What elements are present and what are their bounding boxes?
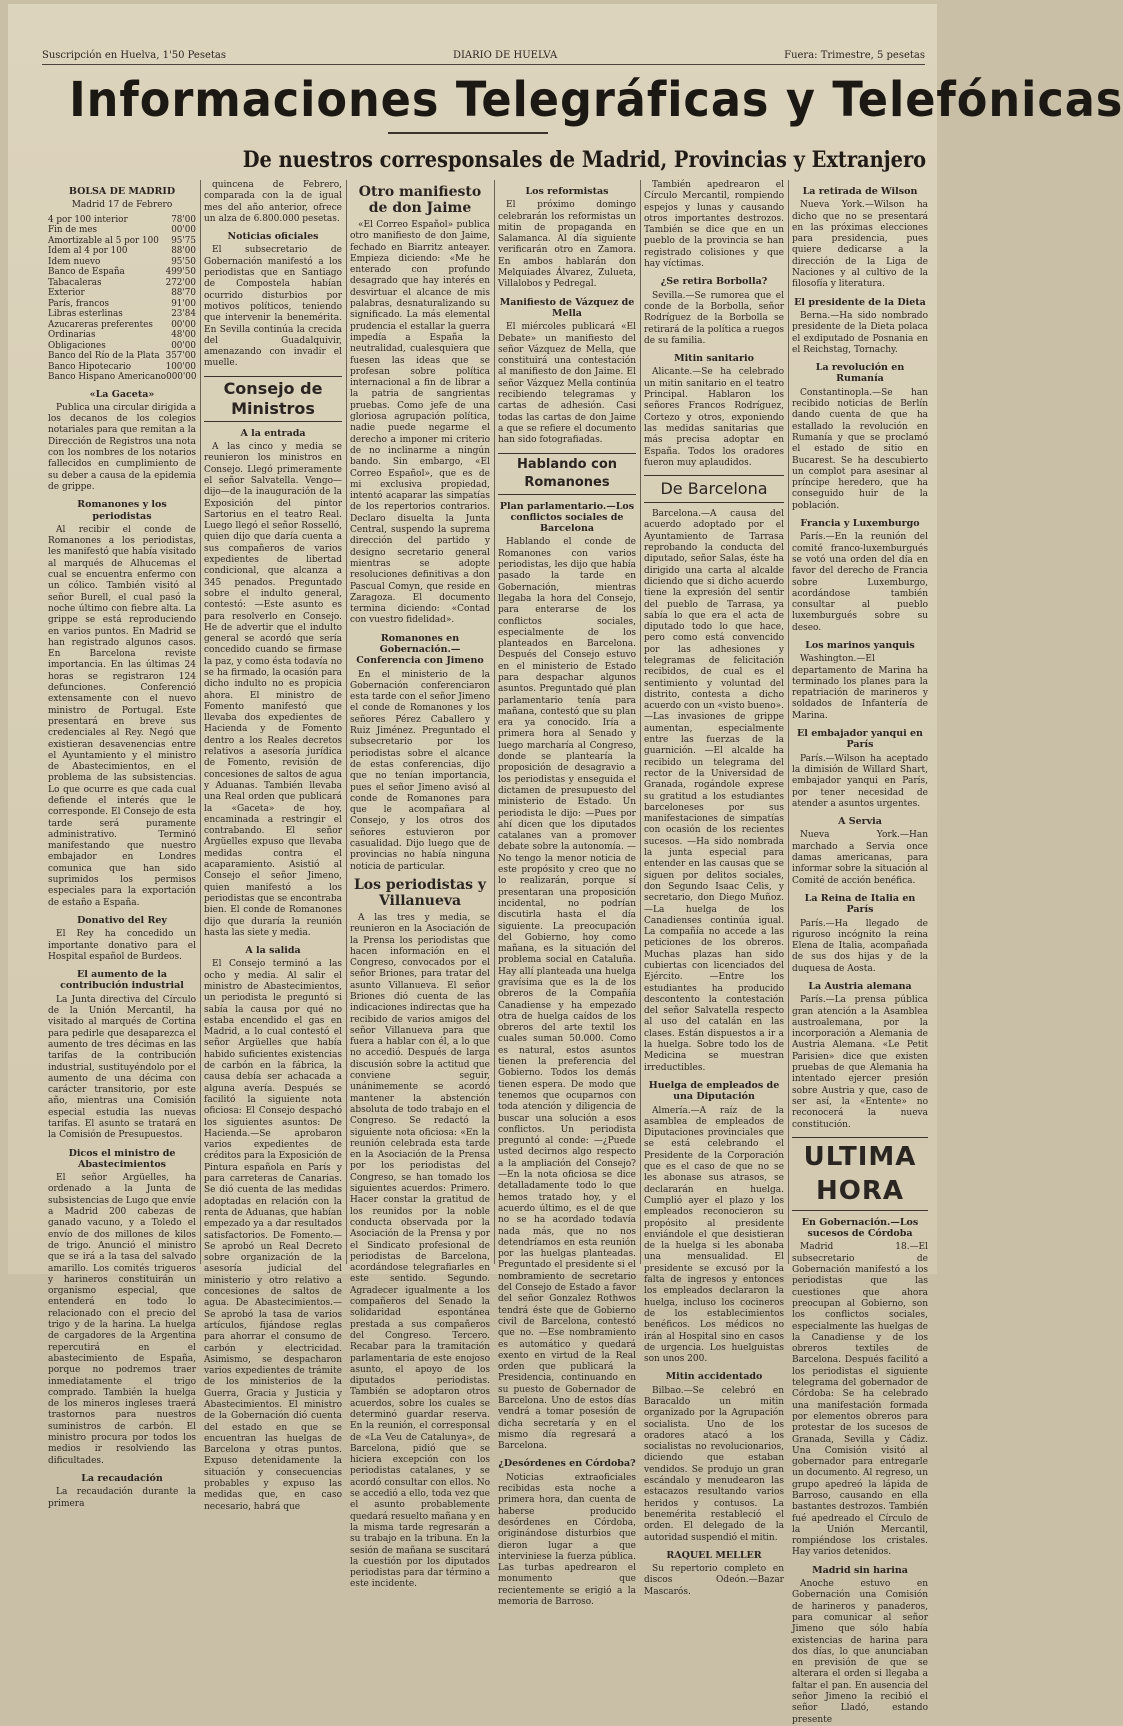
- column-6: [792, 180, 928, 1725]
- entrada-title: A la entrada: [240, 427, 306, 439]
- mitin-text: Alicante.—Se ha celebrado un mitin sanitario en el teatro Principal. Hablaron los señores Francos Rodríguez, Cortezo y otros, exponiendo las medidas sanitarias que más precisa adoptar en España. Todos los oradores fueron muy aplaudidos.: [644, 367, 784, 468]
- reina-title: La Reina de Italia en París: [804, 892, 916, 916]
- col2-cont-text: quincena de Febrero, comparada con la de igual mes del año anterior, ofrece un alza de 6.800.000 pesetas.: [204, 180, 342, 224]
- accidentado-text: Bilbao.—Se celebró en Baracaldo un mitin organizado por la Agrupación socialista. Uno de los oradores atacó a los socialistas no revolucionarios, diciendo que estaban vendidos. Se produjo un gran escándalo y menudearon las estacazos resultando varios heridos y contusos. La benemérita restableció el orden. El delegado de la autoridad suspendió el mitin.: [644, 1385, 784, 1543]
- borbolla-text: Sevilla.—Se rumorea que el conde de la Borbolla, señor Rodríguez de la Borbolla se retirará de la política a ruegos de su familia.: [644, 290, 784, 346]
- column-rule: [788, 180, 789, 1264]
- quote-row: Fin de mes 00'00: [48, 225, 196, 236]
- hablando-title: Hablando con Romanones: [498, 453, 636, 495]
- plan-title: Plan parlamentario.—Los conflictos sociales de Barcelona: [499, 500, 635, 535]
- subscription-text: Suscripción en Huelva, 1'50 Pesetas: [42, 49, 226, 61]
- embajador-title: El embajador yanqui en París: [797, 728, 923, 751]
- bolsa-date: Madrid 17 de Febrero: [71, 200, 173, 211]
- conferencia-title: Romanones en Gobernación.—Conferencia con Jimeno: [356, 632, 484, 667]
- huelga-title: Huelga de empleados de una Diputación: [648, 1079, 780, 1103]
- quote-row: Libras esterlinas 23'84: [48, 309, 196, 320]
- periodistas-text: A las tres y media, se reunieron en la Asociación de la Prensa los periodistas que hacen información en el Congreso, convocados por el señor Briones, para tratar del asunto Villanueva. El señor Briones dió cuenta de las indicaciones indirectas que ha recibido de varios amigos del señor Villanueva para que fuera a hablar con él, a lo que no accedió. Después de larga discusión sobre la actitud que conviene seguir, unánimemente se acordó mantener la abstención absoluta de todo trabajo en el Congreso. Se redactó la siguiente nota oficiosa: «En la reunión celebrada esta tarde en la Asociación de la Prensa por los periodistas del Congreso, se han tomado los siguientes acuerdos: Primero. Hacer constar la gratitud de los reunidos por la noble conducta observada por la Asociación de la Prensa y por el Sindicato profesional de periodistas de Barcelona, acordándose telegrafiarles en este sentido. Segundo. Agradecer igualmente a los compañeros del Senado la solidaridad espontánea prestada a sus compañeros del Congreso. Tercero. Recabar para la tramitación parlamentaria de este enojoso asunto, el apoyo de los diputados periodistas. También se adoptaron otros acuerdos, sobre los cuales se determinó guardar reserva. En la reunión, el corresponsal de «La Veu de Catalunya», de Barcelona, pidió que se hiciera excepción con los periodistas catalanes, y se acordó consultar con ellos. No se accedió a ello, toda vez que el asunto probablemente quedará resuelto mañana y en la misma tarde regresarán a su trabajo en la tribuna. En la sesión de mañana se suscitará la cuestión por los diputados periodistas para dar término a este incidente.: [350, 912, 490, 1590]
- donativo-text: El Rey ha concedido un importante donativo para el Hospital español de Burdeos.: [48, 929, 196, 962]
- dieta-title: El presidente de la Dieta: [794, 296, 926, 308]
- quote-row: Banco Hispano Americano 000'00: [48, 372, 197, 383]
- masthead-title: Informaciones Telegráficas y Telefónicas: [69, 72, 1123, 128]
- reina-text: París.—Ha llegado de riguroso incógnito la reina Elena de Italia, acompañada de sus dos hijas y de la duquesa de Aosta.: [792, 918, 928, 974]
- reformistas-text: El próximo domingo celebrarán los reformistas un mitin de propaganda en Salamanca. Al día siguiente verificarán otro en Zamora. En ambos hablarán don Melquiades Álvarez, Zulueta, Villalobos y Pedregal.: [498, 200, 636, 290]
- entrada-text: A las cinco y media se reunieron los ministros en Consejo. Llegó primeramente el señor Salvatella. Vengo—dijo—de la inauguración de la Exposición del pintor Sartorius en el teatro Real. Luego llegó el señor Rosselló, quien dijo que daría cuenta a sus compañeros de varios expedientes de libertad condicional, que alcanza a 345 penados. Preguntado sobre el indulto general, contestó: —Este asunto es para resolverlo en Consejo. He de advertir que el indulto general se acordó que sería concedido cuando se firmase la paz, y como ésta todavía no se ha firmado, la ocasión para dicho indulto no es propicia ahora. El ministro de Fomento manifestó que llevaba dos expedientes de Hacienda y de Fomento dentro a los Reales decretos relativos a asesoría jurídica de Fomento, revisión de concesiones de saltos de agua y Aduanas. También llevaba una Real orden que publicará la «Gaceta» de hoy, encaminada a restringir el contrabando. El señor Argüelles expuso que llevaba medidas contra el acaparamiento. Asistió al Consejo el señor Jimeno, quien manifestó a los periodistas que se encontraba bien. El conde de Romanones dijo que duraría la reunión hasta las siete y media.: [204, 442, 342, 938]
- gaceta-text: Publica una circular dirigida a los decanos de los colegios notariales para que remitan a la Dirección de Registros una nota con los nombres de los notarios fallecidos en cumplimiento de su deber a causa de la epidemia de grippe.: [48, 402, 196, 492]
- rumania-text: Constantinopla.—Se han recibido noticias de Berlín dando cuenta de que ha estallado la revolución en Rumanía y que se proclamó el estado de sitio en Bucarest. Se ha descubierto un complot para asesinar al príncipe heredero, que ha conseguido huir de la población.: [792, 387, 928, 511]
- quote-row: Idem al 4 por 100 88'00: [48, 246, 196, 257]
- column-5: [644, 180, 784, 1597]
- servia-text: Nueva York.—Han marchado a Servia once damas americanas, para informar sobre la situación al Comité de acción benéfica.: [792, 830, 928, 886]
- quote-row: Tabacaleras 272'00: [48, 277, 196, 288]
- borbolla-title: ¿Se retira Borbolla?: [660, 276, 768, 288]
- harina-text: Anoche estuvo en Gobernación una Comisión de harineros y panaderos, para comunicar al señor Jimeno que sólo había existencias de harina para dos días, lo que anunciaban en previsión de que se alterara el orden si llegaba a faltar el pan. En ausencia del señor Jimeno la recibió el señor Lladó, estando presente: [792, 1579, 928, 1725]
- recaudacion-text: La recaudación durante la primera: [48, 1487, 196, 1509]
- plan-text: Hablando el conde de Romanones con varios periodistas, les dijo que había pasado la tarde en Gobernación, mientras llegaba la hora del Consejo, para enterarse de los conflictos sociales, especialmente de los planteados en Barcelona. Después del Consejo estuvo en el ministerio de Estado para despachar algunos asuntos. Preguntado qué plan parlamentario tenía para mañana, contestó que su plan era ya conocido. Iría a primera hora al Senado y luego marcharía al Congreso, donde se plantearía la proposición de desagravio a los periodistas y enseguida el dictamen de presupuesto del ministerio de Estado. Un periodista le dijo: —Pues por ahí dicen que los diputados catalanes van a promover debate sobre la autonomía. —No tengo la menor noticia de este propósito y creo que no lo realizarán, porque sí presentaran una proposición incidental, no podrían discutirla hasta el día siguiente. La preocupación del Gobierno, hoy como mañana, es la situación del problema social en Cataluña. Hay allí planteada una huelga gravísima que es la de los obreros de la Compañía Canadiense y ha empezado otra de huelga caídos de los obreros del arte textil los cuales suman 50.000. Como es natural, estos asuntos tienen la preferencia del Gobierno. Todos los demás tienen espera. De modo que tenemos que ocuparnos con toda atención y diligencia de buscar una solución a esos conflictos. Un periodista preguntó al conde: —¿Puede usted decirnos algo respecto a la ampliación del Consejo? —En la nota oficiosa se dice detalladamente todo lo que hemos tratado hoy, y el acuerdo último, es el de que no se ha acordado todavía nada más, que no nos detendríamos en esta reunión por las huelgas planteadas. Preguntado el presidente si el nombramiento de secretario del Consejo de Estado a favor del señor Gonzalez Rothwos tendrá éste que de Gobierno civil de Barcelona, contestó que no. —Ese nombramiento es automático y quedará exento en virtud de la Real orden que publicará la Presidencia, continuando en su puesto de Gobernador de Barcelona. Uno de estos días vendrá a tomar posesión de dicha secretaría y en el mismo día regresará a Barcelona.: [498, 537, 636, 1452]
- cordoba-title: En Gobernación.—Los sucesos de Córdoba: [801, 1216, 919, 1240]
- marinos-text: Washington.—El departamento de Marina ha terminado los planes para la repatriación de marineros y soldados de Infantería de Marina.: [792, 654, 928, 721]
- dicos-title: Dicos el ministro de Abastecimientos: [68, 1147, 176, 1170]
- newspaper-page: [8, 4, 1123, 1725]
- mella-text: El miércoles publicará «El Debate» un manifiesto del señor Vázquez de Mella, que constituirá una contestación al manifiesto de don Jaime. El señor Vázquez Mella continúa recibiendo telegramas y cartas de adhesión. Casi todas las cartas de don Jaime a que se refiere el documento han sido fotografiadas.: [498, 322, 636, 446]
- barcelona-text: Barcelona.—A causa del acuerdo adoptado por el Ayuntamiento de Tarrasa reprobando la conducta del diputado, señor Salas, éste ha dirigido una carta al alcalde diciendo que si dicho acuerdo tiene la expresión del sentir del pueblo de Tarrasa, ya sabía lo que era el acta de diputado todo lo que hace, pero como está convencido por las adhesiones y telegramas de felicitación recibidos, de cual es el sentimiento y voluntad del distrito, contesta a dicho acuerdo con un «visto bueno». —Las invasiones de grippe aumentan, especialmente entre las fuerzas de la guarnición. —El alcalde ha recibido un telegrama del rector de la Universidad de Granada, rogándole exprese su gratitud a los estudiantes barceloneses por sus manifestaciones de simpatías con ocasión de los recientes sucesos. —Ha sido nombrada la junta especial para entender en las causas que se siguen por delitos sociales, don Segundo Isaac Celis, y secretario, don Diego Muñoz. —La huelga de los Canadienses continúa igual. La compañía no accede a las peticiones de los obreros. Muchas plazas han sido cubiertas con licenciados del Ejército. —Entre los estudiantes ha producido descontento la contestación del señor Salvatella respecto al uso del catalán en las clases. Están dispuestos a ir a la huelga. Sobre todo los de Medicina se muestran irreductibles.: [644, 509, 784, 1073]
- rumania-title: La revolución en Rumanía: [815, 362, 905, 385]
- dieta-text: Berna.—Ha sido nombrado presidente de la Dieta polaca el exdiputado de Posnania en el Reichstag, Tornachy.: [792, 310, 928, 355]
- ultima-hora-title: ULTIMA HORA: [792, 1137, 928, 1211]
- wilson-text: Nueva York.—Wilson ha dicho que no se presentará en las próximas elecciones para presidencia, pues quiere dedicarse a la dirección de la Liga de Naciones y al cultivo de la filosofía y literatura.: [792, 200, 928, 290]
- noticias-text: El subsecretario de Gobernación manifestó a los periodistas que en Santiago de Compostela habían ocurrido disturbios por motivos políticos, teniendo que intervenir la benemérita. En Sevilla continúa la crecida del Guadalquivir, amenazando con invadir el muelle.: [204, 245, 342, 369]
- periodistas-title: Los periodistas y Villanueva: [353, 876, 487, 909]
- column-1: [48, 180, 197, 1509]
- noticias-title: Noticias oficiales: [227, 231, 319, 243]
- column-3: [350, 180, 490, 1590]
- quote-row: Obligaciones 00'00: [48, 340, 196, 351]
- aumento-text: La Junta directiva del Círculo de la Unión Mercantil, ha visitado al marqués de Cortina para pedirle que desaparezca el aumento de tres décimas en las tarifas de la contribución industrial, sustituyéndolo por el aumento de una décima con carácter transitorio, por este año, mientras una Comisión especial estudia las nuevas tarifas. El asunto se tratará en la Comisión de Presupuestos.: [48, 994, 196, 1141]
- cordoba-text: Madrid 18.—El subsecretario de Gobernación manifestó a los periodistas que las cuestiones que ahora preocupan al Gobierno, son los conflictos sociales, especialmente las huelgas de la Canadiense y de los obreros textiles de Barcelona. Después facilitó a los periodistas el siguiente telegrama del gobernador de Córdoba: Se ha celebrado una manifestación formada por elementos obreros para protestar de los sucesos de Granada, Sevilla y Cádiz. Una Comisión visitó al gobernador para entregarle un documento. Al regreso, un grupo apedreó la lápida de Barroso, causando en ella bastantes destrozos. También fué apedreado el Círculo de la Unión Mercantil, rompiéndose los cristales. Hay varios detenidos.: [792, 1242, 928, 1558]
- gaceta-title: «La Gaceta»: [89, 388, 155, 400]
- barcelona-title: De Barcelona: [644, 475, 784, 503]
- price-text: Fuera: Trimestre, 5 pesetas: [784, 49, 925, 61]
- otro-title: Otro manifiesto de don Jaime: [358, 184, 482, 216]
- recaudacion-title: La recaudación: [81, 1472, 163, 1484]
- paper-name: DIARIO DE HUELVA: [452, 49, 558, 61]
- aumento-title: El aumento de la contribución industrial: [60, 969, 184, 992]
- quote-row: Banco de España 499'50: [48, 267, 196, 278]
- romanones-text: Al recibir el conde de Romanones a los periodistas, les manifestó que había visitado al marqués de Alhucemas el cual se encuentra enfermo con un cólico. También visitó al señor Burell, el cual pasó la noche último con fiebre alta. La grippe se está reproduciendo en varios puntos. En Madrid se han registrado algunos casos. En Barcelona reviste importancia. En las últimas 24 horas se registraron 124 defunciones. Conferenció extensamente con el nuevo ministro de Portugal. Este presentará en breve sus credenciales al Rey. Negó que existieran desavenencias entre el Ayuntamiento y el ministro de Abastecimientos, en el problema de las subsistencias. Lo que ocurre es que cada cual defiende el interés que le corresponde. El Consejo de esta tarde será puramente administrativo. Terminó manifestando que nuestro embajador en Londres comunica que han sido suprimidos los permisos especiales para la exportación de estaño a España.: [48, 524, 196, 908]
- mella-title: Manifiesto de Vázquez de Mella: [499, 296, 635, 319]
- desordenes-title: ¿Desórdenes en Córdoba?: [498, 1458, 636, 1470]
- column-4: [498, 180, 636, 1608]
- bolsa-title: BOLSA DE MADRID: [68, 186, 176, 197]
- embajador-text: París.—Wilson ha aceptado la dimisión de Willard Shart, embajador yanqui en París, por tener necesidad de atender a asuntos urgentes.: [792, 753, 928, 809]
- marinos-title: Los marinos yanquis: [805, 639, 915, 651]
- quote-row: París, francos 91'00: [48, 298, 196, 309]
- column-rule: [640, 180, 641, 1264]
- quote-table: [48, 215, 196, 383]
- col5-cont-text: También apedrearon el Círculo Mercantil, rompiendo espejos y lunas y causando otros importantes destrozos. También se dice que en un pueblo de la provincia se han registrado colisiones y que hay víctimas.: [644, 180, 784, 270]
- column-2: [204, 180, 342, 1512]
- column-rule: [346, 180, 347, 1264]
- ornament-divider: [388, 132, 548, 142]
- luxemburgo-title: Francia y Luxemburgo: [800, 518, 920, 530]
- quote-row: Amortizable al 5 por 100 95'75: [48, 235, 196, 246]
- servia-title: A Servia: [838, 816, 882, 828]
- accidentado-title: Mitin accidentado: [665, 1371, 763, 1383]
- salida-text: El Consejo terminó a las ocho y media. Al salir el ministro de Abastecimientos, un periodista le preguntó si sabía la causa por qué no estaba encendido el gas en Madrid, a lo cual contestó el señor Argüelles que había habido suficientes existencias de carbón en la fábrica, la causa debía ser achacada a alguna avería. Después se facilitó la siguiente nota oficiosa: El Consejo despachó los siguientes asuntos: De Hacienda.—Se aprobaron varios expedientes de créditos para la Exposición de Pintura española en París y para carreteras de Canarias. Se dió cuenta de las medidas adoptadas en relación con la renta de Aduanas, que habían empezado ya a dar resultados satisfactorios. De Fomento.—Se aprobó un Real Decreto sobre organización de la asesoría judicial del ministerio y otro relativo a concesiones de saltos de agua. De Abastecimientos.—Se aprobó la tasa de varios artículos, fijándose reglas para ahorrar el consumo de carbón y electricidad. Asimismo, se despacharon varios expedientes de trámite de los ministerios de la Guerra, Gracia y Justicia y Abastecimientos. El ministro de la Gobernación dió cuenta del estado en que se encuentran las huelgas de Barcelona y otras puntos. Expuso detenidamente la situación y consecuencias probables y expuso las medidas que, en caso necesario, habrá que: [204, 959, 342, 1512]
- consejo-title: Consejo de Ministros: [204, 376, 342, 422]
- salida-title: A la salida: [245, 945, 301, 957]
- quote-row: Azucareras preferentes 00'00: [48, 319, 196, 330]
- desordenes-text: Noticias extraoficiales recibidas esta noche a primera hora, dan cuenta de haberse producido desórdenes en Córdoba, originándose disturbios que dieron lugar a que interviniese la fuerza pública. Las turbas apedrearon el monumento que recientemente se erigió a la memoria de Barroso.: [498, 1472, 636, 1608]
- quote-row: Banco del Río de la Plata 357'00: [48, 351, 196, 362]
- austria-text: París.—La prensa pública gran atención a la Asamblea austroalemana, por la incorporación a Alemania de Austria Alemana. «Le Petit Parisien» dice que existen pruebas de que Alemania ha intentado ejercer presión sobre Austria y que, caso de ser así, la «Entente» no reconocerá la nueva constitución.: [792, 995, 928, 1130]
- column-rule: [494, 180, 495, 1264]
- austria-title: La Austria alemana: [808, 981, 912, 992]
- harina-title: Madrid sin harina: [812, 1564, 908, 1576]
- quote-row: Ordinarias 48'00: [48, 330, 196, 341]
- meller-text: Su repertorio completo en discos Odeón.—Bazar Mascarós.: [644, 1564, 784, 1597]
- donativo-title: Donativo del Rey: [77, 914, 167, 926]
- subhead-title: De nuestros corresponsales de Madrid, Provincias y Extranjero: [242, 147, 927, 173]
- otro-text: «El Correo Español» publica otro manifiesto de don Jaime, fechado en Biarritz anteayer. Empieza diciendo: «Me he enterado con profundo desagrado que hay interés en desvirtuar el alcance de mis palabras, desnaturalizando su significado. La más elemental prudencia el estallar la guerra impedía a España la neutralidad, cualesquiera que fuesen las ideas que se profesan sobre política internacional a fin de librar a la patria de sangrientas pruebas. Como jefe de una gloriosa agrupación política, nadie puede negarme el derecho a imponer mi criterio de no inclinarme a ningún bando. Sin embargo, «El Correo Español», que es de mi exclusiva propiedad, intentó acaparar las simpatías de los repertorios contrarios. Declaro disuelta la Junta Central, suspendo la suprema dirección del partido y designo secretario general mientras se adopte resoluciones definitivas a don Pascual Comyn, que reside en Zaragoza. El documento termina diciendo: «Contad con vuestro fidelidad».: [350, 220, 490, 626]
- quote-row: Idem nuevo 95'50: [48, 256, 196, 267]
- quote-row: 4 por 100 interior 78'00: [48, 214, 196, 225]
- page-header-bar: [42, 46, 925, 65]
- conferencia-text: En el ministerio de la Gobernación conferenciaron esta tarde con el señor Jimeno el conde de Romanones y los señores Pérez Caballero y Ruiz Jiménez. Preguntado el subsecretario por los periodistas sobre el alcance de estas conferencias, dijo que no tenían importancia, pues el señor Jimeno avisó al conde de Romanones para que le acompañara al Consejo, y los otros dos señores estuvieron por casualidad. Dijo luego que de provincias no había ninguna noticia de particular.: [350, 669, 490, 872]
- romanones-title: Romanones y los periodistas: [77, 499, 167, 522]
- huelga-text: Almería.—A raíz de la asamblea de empleados de Diputaciones provinciales que se está celebrando el Presidente de la Corporación que es el caso de que no se les abonase sus atrasos, se declararán en huelga. Cumplió ayer el plazo y los empleados reconocieron su propósito al presidente enviándole el que desistieran de la huelga si les abonaba una mensualidad. El presidente se excusó por la falta de ingresos y entonces los empleados declararon la huelga, incluso los cocineros de los establecimientos benéficos. Los médicos no irán al Hospital sino en casos de urgencia. Los huelguistas son unos 200.: [644, 1105, 784, 1365]
- dicos-text: El señor Argüelles, ha ordenado a la Junta de subsistencias de Lugo que envíe a Madrid 200 cabezas de ganado vacuno, y a Toledo el envío de dos millones de kilos de trigo. Anunció el ministro que se irá a la tasa del salvado amarillo. Los comités trigueros y harineros constituirán un organismo especial, que entenderá en todo lo relacionado con el precio del trigo y de la harina. La huelga de cargadores de la Argentina repercutirá en el abastecimiento de España, porque no podremos traer inmediatamente el trigo comprado. También la huelga de los mineros ingleses traerá trastornos para nuestros suministros de carbón. El ministro procura por todos los medios ir resolviendo las dificultades.: [48, 1173, 196, 1466]
- reformistas-title: Los reformistas: [525, 186, 609, 197]
- wilson-title: La retirada de Wilson: [802, 186, 918, 197]
- column-rule: [200, 180, 201, 1264]
- quote-row: Banco Hipotecario 100'00: [48, 361, 196, 372]
- quote-row: Exterior 88'70: [48, 288, 196, 299]
- mitin-title: Mitin sanitario: [674, 353, 754, 365]
- luxemburgo-text: París.—En la reunión del comité franco-luxemburgués se votó una orden del día en favor del derecho de Francia sobre Luxemburgo, acordándose también consultar al pueblo luxemburgués sobre su deseo.: [792, 532, 928, 633]
- meller-title: RAQUEL MELLER: [666, 1549, 762, 1561]
